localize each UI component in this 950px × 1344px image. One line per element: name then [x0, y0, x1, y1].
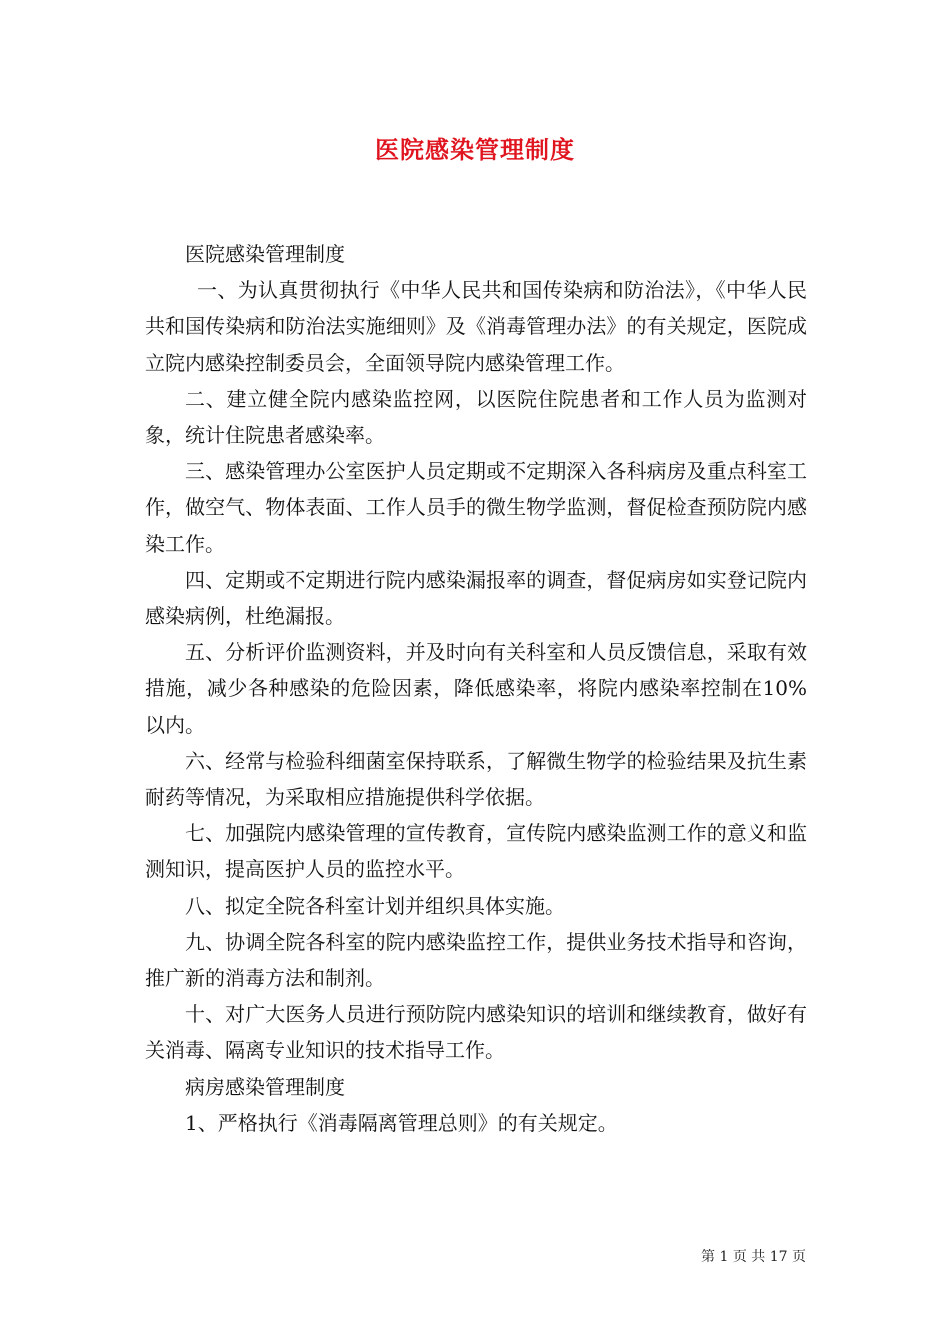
- document-body: [145, 236, 807, 1141]
- clause-3: 三、感染管理办公室医护人员定期或不定期深入各科病房及重点科室工作，做空气、物体表面、工作人员手的微生物学监测，督促检查预防院内感染工作。: [145, 459, 807, 556]
- clause-4: 四、定期或不定期进行院内感染漏报率的调查，督促病房如实登记院内感染病例，杜绝漏报。: [145, 567, 807, 629]
- document-title: 医院感染管理制度: [375, 135, 575, 164]
- section-heading-ward: 病房感染管理制度: [185, 1074, 345, 1099]
- clause-10: 十、对广大医务人员进行预防院内感染知识的培训和继续教育，做好有关消毒、隔离专业知识的技术指导工作。: [145, 1002, 807, 1063]
- ward-clause-1: 1、严格执行《消毒隔离管理总则》的有关规定。: [185, 1110, 618, 1135]
- clause-1: 一、为认真贯彻执行《中华人民共和国传染病和防治法》，《中华人民共和国传染病和防治法实施细则》及《消毒管理办法》的有关规定，医院成立院内感染控制委员会，全面领导院内感染管理工作。: [145, 278, 807, 375]
- clause-9: 九、协调全院各科室的院内感染监控工作，提供业务技术指导和咨询，推广新的消毒方法和制剂。: [145, 929, 807, 991]
- clause-6: 六、经常与检验科细菌室保持联系，了解微生物学的检验结果及抗生素耐药等情况，为采取相应措施提供科学依据。: [145, 748, 807, 810]
- clause-8: 八、拟定全院各科室计划并组织具体实施。: [185, 893, 565, 918]
- clause-7: 七、加强院内感染管理的宣传教育，宣传院内感染监测工作的意义和监测知识，提高医护人员的监控水平。: [145, 821, 807, 882]
- section-heading: 医院感染管理制度: [185, 242, 345, 266]
- clause-5: 五、分析评价监测资料，并及时向有关科室和人员反馈信息，采取有效措施，减少各种感染的危险因素，降低感染率，将院内感染率控制在10%以内。: [145, 640, 807, 737]
- clause-2: 二、建立健全院内感染监控网，以医院住院患者和工作人员为监测对象，统计住院患者感染率。: [145, 386, 807, 448]
- page-number: 第 1 页 共 17 页: [701, 1249, 806, 1265]
